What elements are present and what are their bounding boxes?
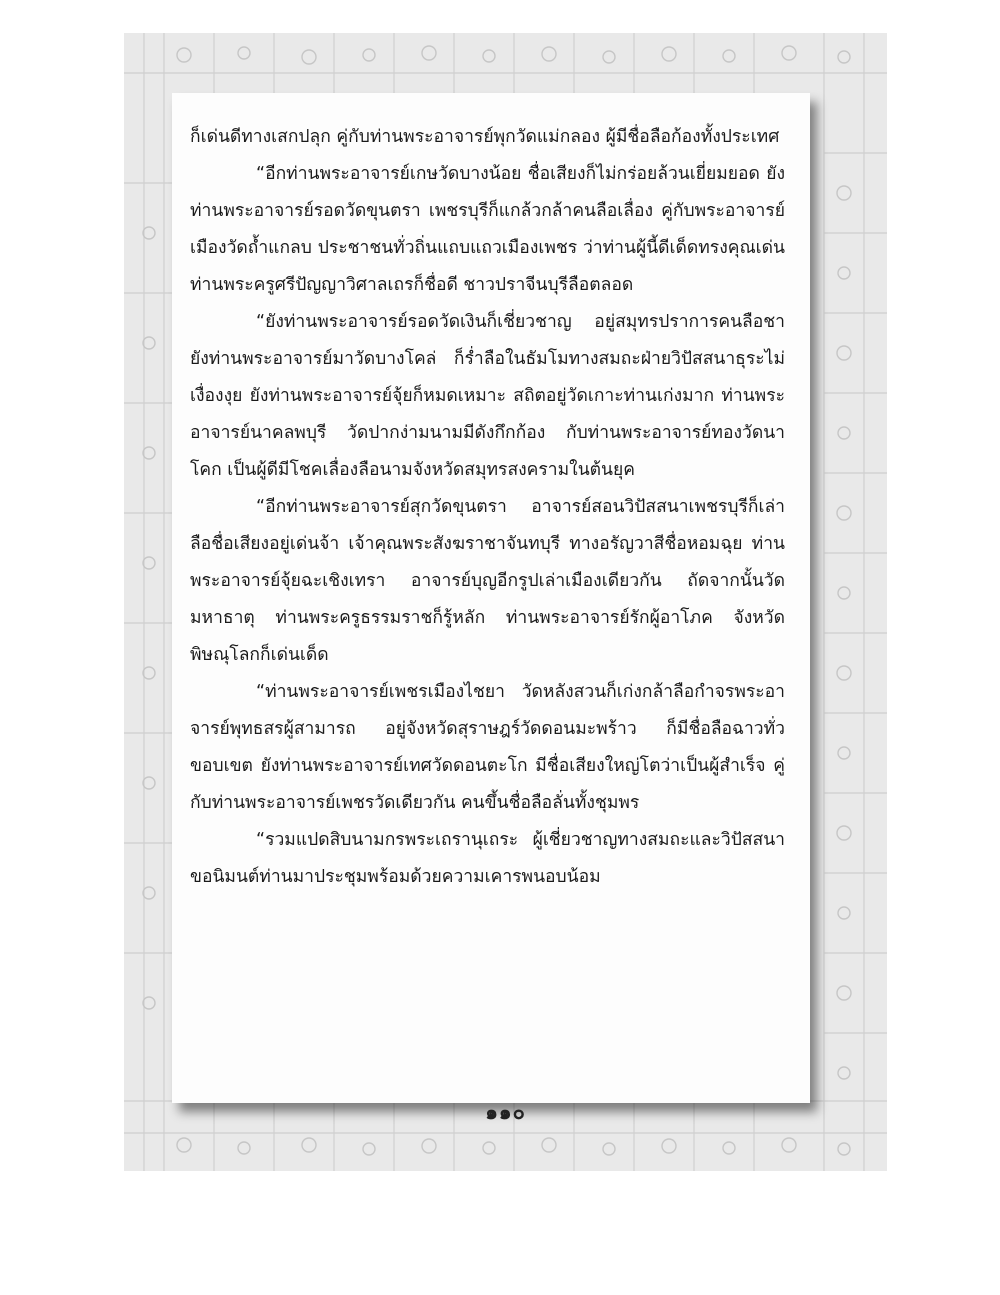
paragraph: “อีกท่านพระอาจารย์เกษวัดบางน้อย ชื่อเสียงก็ไม่กร่อยล้วนเยี่ยมยอด ยังท่านพระอาจารย์รอดวัดขุนตรา เพชรบุรีก็แกล้วกล้าคนลือเลื่อง คู่กับพระอาจารย์เมืองวัดถ้ำแกลบ ประชาชนทั่วถิ่นแถบแถวเมืองเพชร ว่าท่านผู้นี้ดีเด็ดทรงคุณเด่น ท่านพระครูศรีปัญญาวิศาลเถรก็ชื่อดี ชาวปราจีนบุรีลือตลอด [190, 164, 785, 295]
paragraph: “ท่านพระอาจารย์เพชรเมืองไชยา วัดหลังสวนก็เก่งกล้าลือกำจรพระอาจารย์พุทธสรผู้สามารถ อยู่จังหวัดสุราษฎร์วัดดอนมะพร้าว ก็มีชื่อลือฉาวทั่วขอบเขต ยังท่านพระอาจารย์เทศวัดดอนตะโก มีชื่อเสียงใหญ่โตว่าเป็นผู้สำเร็จ คู่กับท่านพระอาจารย์เพชรวัดเดียวกัน คนขึ้นชื่อลือลั่นทั้งชุมพร [190, 682, 785, 813]
paragraph: “ยังท่านพระอาจารย์รอดวัดเงินก็เชี่ยวชาญ อยู่สมุทรปราการคนลือชา ยังท่านพระอาจารย์มาวัดบางโคล่ ก็ร่ำลือในธัมโมทางสมถะฝ่ายวิปัสสนาธุระไม่เงื่องงุย ยังท่านพระอาจารย์จุ้ยก็หมดเหมาะ สถิตอยู่วัดเกาะท่านเก่งมาก ท่านพระอาจารย์นาคลพบุรี วัดปากง่ามนามมีดังกึกก้อง กับท่านพระอาจารย์ทองวัดนาโคก เป็นผู้ดีมีโชคเลื่องลือนามจังหวัดสมุทรสงครามในต้นยุค [190, 312, 785, 480]
paragraph: “รวมแปดสิบนามกรพระเถรานุเถระ ผู้เชี่ยวชาญทางสมถะและวิปัสสนา ขอนิมนต์ท่านมาประชุมพร้อมด้วยความเคารพนอบน้อม [190, 830, 785, 887]
paragraph: “อีกท่านพระอาจารย์สุกวัดขุนตรา อาจารย์สอนวิปัสสนาเพชรบุรีก็เล่าลือชื่อเสียงอยู่เด่นจ้า เจ้าคุณพระสังฆราชาจันทบุรี ทางอรัญวาสีชื่อหอมฉุย ท่านพระอาจารย์จุ้ยฉะเชิงเทรา อาจารย์บุญอีกรูปเล่าเมืองเดียวกัน ถัดจากนั้นวัดมหาธาตุ ท่านพระครูธรรมราชก็รู้หลัก ท่านพระอาจารย์รักผู้อาโภค จังหวัดพิษณุโลกก็เด่นเด็ด [190, 497, 785, 665]
scanned-page [124, 33, 887, 1171]
body-text [190, 119, 785, 896]
page-number: ๑๑๐ [485, 1100, 526, 1124]
paragraph: ก็เด่นดีทางเสกปลุก คู่กับท่านพระอาจารย์พุกวัดแม่กลอง ผู้มีชื่อลือก้องทั้งประเทศ [190, 127, 780, 147]
